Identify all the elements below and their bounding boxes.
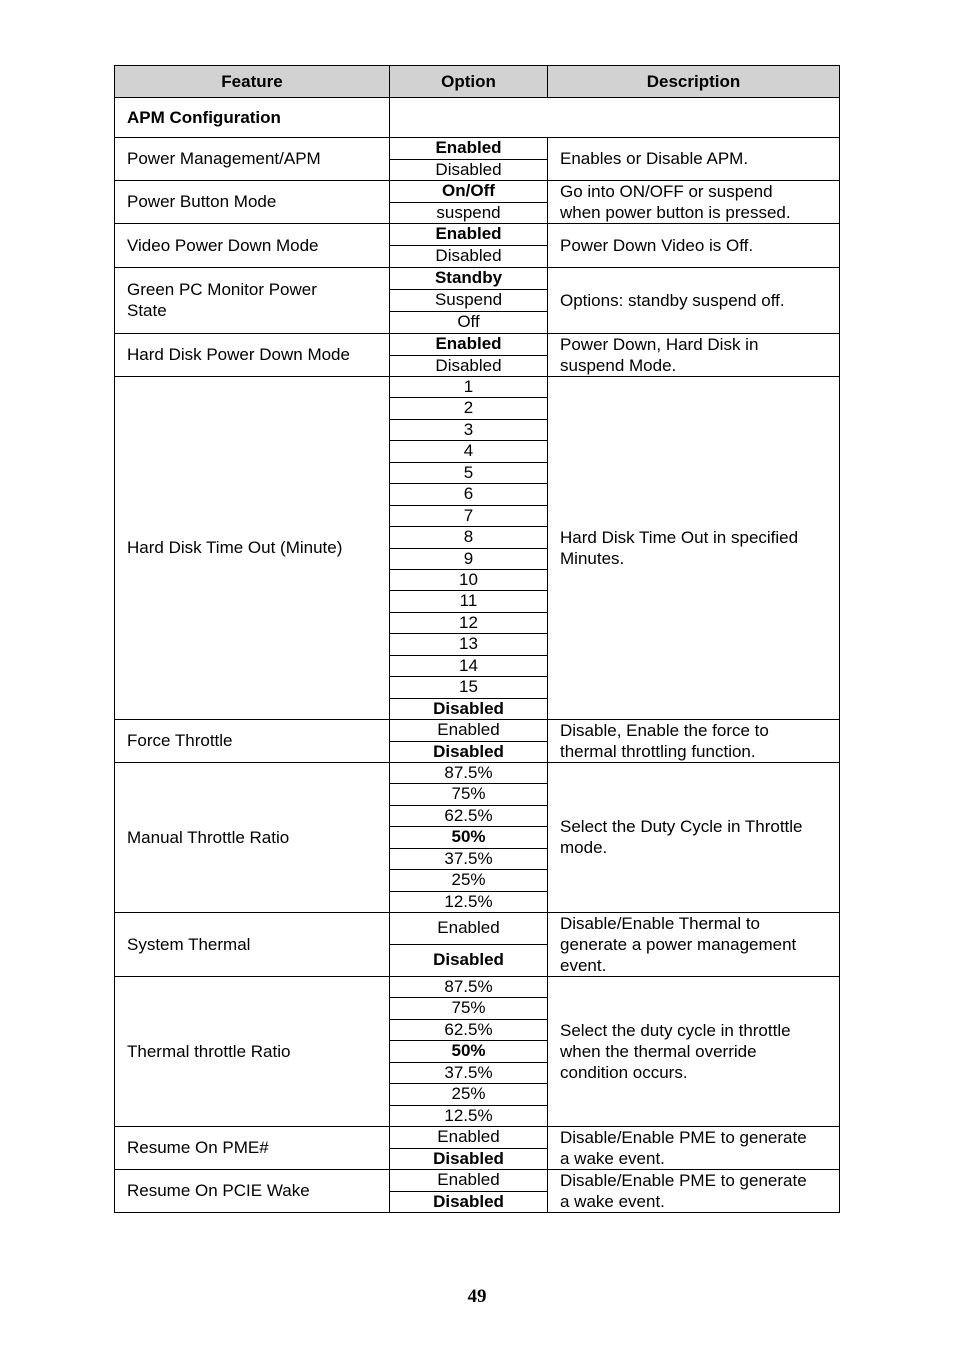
option-value-default: Standby — [434, 268, 503, 287]
option-value: 14 — [459, 655, 478, 675]
option-value: Off — [457, 312, 480, 331]
option-value: 9 — [463, 548, 474, 568]
option-value: 12.5% — [444, 1105, 493, 1125]
description-text: Go into ON/OFF or suspend — [560, 181, 773, 201]
page-number: 49 — [467, 1286, 487, 1307]
option-value: 7 — [463, 505, 474, 525]
option-value-default: Enabled — [435, 334, 502, 353]
description-text: suspend Mode. — [560, 355, 677, 375]
description-text: Disable/Enable PME to generate — [560, 1170, 807, 1190]
option-value: 12 — [459, 612, 478, 632]
description-text: Disable/Enable PME to generate — [560, 1127, 807, 1147]
description-text: condition occurs. — [560, 1062, 688, 1082]
option-value: 75% — [451, 784, 486, 804]
section-title: APM Configuration — [127, 108, 281, 127]
option-value: Suspend — [434, 290, 503, 309]
description-text: Select the Duty Cycle in Throttle — [560, 817, 803, 836]
option-value: 62.5% — [444, 1019, 493, 1039]
description-text: Disable, Enable the force to — [560, 720, 769, 740]
feature-label: Power Button Mode — [127, 192, 277, 211]
option-value: 13 — [459, 634, 478, 654]
option-value: 15 — [459, 677, 478, 697]
option-value-default: Disabled — [433, 1191, 504, 1211]
option-value: 12.5% — [444, 891, 493, 911]
feature-label: Power Management/APM — [127, 149, 321, 168]
option-value: Enabled — [437, 1170, 500, 1189]
option-value: 62.5% — [444, 805, 493, 825]
description-text: Enables or Disable APM. — [560, 149, 749, 168]
description-text: mode. — [560, 838, 608, 857]
description-text: Options: standby suspend off. — [560, 290, 785, 310]
option-value: 87.5% — [444, 977, 493, 996]
option-value: Enabled — [437, 720, 500, 739]
table-header — [114, 65, 840, 98]
feature-label: Force Throttle — [127, 731, 233, 750]
description-text: Power Down Video is Off. — [560, 235, 754, 255]
description-text: generate a power management — [560, 934, 797, 954]
option-value: Disabled — [435, 355, 502, 375]
option-value: 37.5% — [444, 848, 493, 868]
feature-label: Video Power Down Mode — [127, 235, 319, 255]
option-value: 2 — [463, 398, 474, 418]
description-text: thermal throttling function. — [560, 741, 756, 761]
option-value-default: Enabled — [435, 138, 502, 157]
option-value: 11 — [459, 591, 478, 611]
option-value: 37.5% — [444, 1062, 493, 1082]
feature-label: Manual Throttle Ratio — [127, 827, 290, 847]
option-value: 87.5% — [444, 763, 493, 782]
option-value: Enabled — [437, 1127, 500, 1146]
option-value: 4 — [463, 441, 474, 461]
option-value: 1 — [463, 377, 474, 396]
header-option: Option — [441, 72, 496, 91]
description-text: Hard Disk Time Out in specified — [560, 527, 799, 547]
row-divider — [114, 1212, 840, 1213]
option-value: 6 — [463, 484, 474, 504]
option-value-default: Disabled — [433, 950, 504, 969]
feature-label: Resume On PCIE Wake — [127, 1181, 310, 1200]
option-value-default: Disabled — [433, 1148, 504, 1168]
feature-label: Green PC Monitor Power — [127, 280, 317, 299]
feature-label: Resume On PME# — [127, 1138, 269, 1157]
option-value: Disabled — [435, 246, 502, 265]
feature-label: State — [127, 301, 167, 320]
description-text: when the thermal override — [560, 1041, 757, 1061]
description-text: Disable/Enable Thermal to — [560, 913, 761, 933]
option-value-default: 50% — [451, 1041, 486, 1061]
description-text: Minutes. — [560, 548, 625, 568]
option-value: 25% — [451, 1084, 486, 1104]
description-text: event. — [560, 955, 607, 975]
option-value: 75% — [451, 998, 486, 1018]
feature-label: Hard Disk Power Down Mode — [127, 345, 350, 364]
option-value: 25% — [451, 870, 486, 890]
option-value-default: Enabled — [435, 224, 502, 243]
feature-label: Thermal throttle Ratio — [127, 1041, 291, 1061]
option-value: 10 — [459, 569, 478, 589]
feature-label: System Thermal — [127, 934, 251, 954]
option-value: suspend — [436, 202, 501, 222]
option-value: 3 — [463, 419, 474, 439]
option-value-default: Disabled — [433, 698, 504, 718]
header-feature: Feature — [221, 72, 283, 91]
feature-label: Hard Disk Time Out (Minute) — [127, 538, 343, 557]
description-text: when power button is pressed. — [560, 202, 791, 222]
option-value: Enabled — [437, 918, 500, 937]
description-text: Select the duty cycle in throttle — [560, 1020, 791, 1040]
description-text: a wake event. — [560, 1191, 665, 1211]
option-value-default: Disabled — [433, 741, 504, 761]
option-value: Disabled — [435, 159, 502, 179]
description-text: a wake event. — [560, 1148, 665, 1168]
description-text: Power Down, Hard Disk in — [560, 334, 759, 354]
option-value: 8 — [463, 527, 474, 547]
column-divider — [547, 137, 548, 1213]
option-value-default: 50% — [451, 827, 486, 847]
table-border-right — [839, 97, 840, 1213]
option-value-default: On/Off — [442, 181, 495, 200]
option-value: 5 — [463, 462, 474, 482]
table-border-left — [114, 97, 115, 1213]
header-description: Description — [646, 72, 741, 91]
